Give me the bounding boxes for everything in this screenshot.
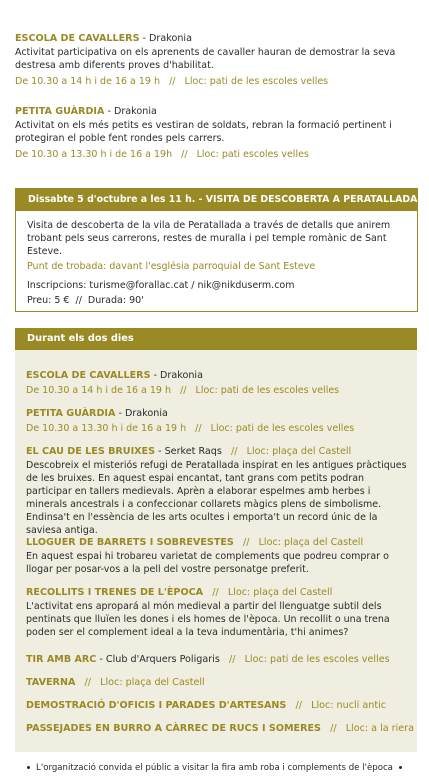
- activity-organizer: - Serket Raqs: [155, 446, 222, 457]
- activity-passejades-burro: [26, 722, 415, 735]
- activity-title: PETITA GUÀRDIA: [26, 408, 116, 419]
- bullet-icon: [27, 766, 30, 769]
- activity-organizer: - Drakonia: [104, 106, 157, 117]
- activity-description: L'activitat ens apropará al món medieval a partir del llenguatge subtil dels pentinats que lluïen les dones i els homes de l'època. Un recollit o una trena poden ser el complement ideal a la teva indumentària, t'hi animes?: [26, 601, 390, 638]
- visit-price: Preu: 5 € // Durada: 90': [27, 295, 144, 306]
- activity-recollits-trenes: [26, 586, 408, 639]
- activity-cau-bruixes: [26, 445, 408, 537]
- activity-schedule: De 10.30 a 14 h i de 16 a 19 h // Lloc: pati de les escoles velles: [15, 76, 329, 87]
- footer-text: L'organització convida el públic a visitar la fira amb roba i complements de l'època: [36, 763, 393, 773]
- activity-place: // Lloc: plaça del Castell: [221, 446, 352, 457]
- bullet-icon: [399, 766, 402, 769]
- visit-meeting-point: Punt de trobada: davant l'església parroquial de Sant Esteve: [27, 261, 316, 272]
- activity-description: Activitat on els més petits es vestiran de soldats, rebran la formació pertinent i protegiran el poble fent rondes pels carrers.: [15, 120, 392, 144]
- both-days-panel: [15, 328, 417, 752]
- activity-description: Descobreix el misteriós refugi de Peratallada inspirat en les antigues pràctiques de les bruixes. En aquest espai encantat, tant grans com petits podran participar en tallers medievals. Aprèn a elaborar espelmes amb herbes i minerals ancestrals i a confeccionar collarets màgics plens de simbolisme. Endinsa't en l'essència de les arts ocultes i emporta't un record únic de la saviesa antiga.: [26, 460, 407, 536]
- visit-box: [15, 188, 418, 312]
- activity-escola-cavallers: [15, 32, 420, 88]
- activity-petita-guardia: [15, 105, 420, 161]
- visit-description: Visita de descoberta de la vila de Peratallada a través de detalls que anirem trobant pels seus carrerons, restes de muralla i pel temple romànic de Sant Esteve.: [27, 220, 391, 257]
- activity-organizer: - Club d'Arquers Poligaris: [96, 654, 220, 665]
- activity-place: // Lloc: plaça del Castell: [75, 677, 205, 688]
- activity-organizer: - Drakonia: [139, 33, 192, 44]
- activity-organizer: - Drakonia: [150, 370, 203, 381]
- activity-title: ESCOLA DE CAVALLERS: [26, 370, 151, 381]
- activity-place: // Lloc: plaça del Castell: [203, 587, 333, 598]
- activity-lloguer-barrets: [26, 536, 408, 576]
- activity-place: // Lloc: plaça del Castell: [233, 537, 364, 548]
- activity-schedule: De 10.30 a 13.30 h i de 16 a 19h // Lloc: pati escoles velles: [15, 149, 309, 160]
- activity-description: En aquest espai hi trobareu varietat de complements que podreu comprar o llogar per posar-vos a la pell del vostre personatge preferit.: [26, 551, 389, 575]
- activity-title: TIR AMB ARC: [26, 654, 97, 665]
- activity-organizer: - Drakonia: [115, 408, 168, 419]
- activity-title: DEMOSTRACIÓ D'OFICIS I PARADES D'ARTESANS: [26, 700, 287, 711]
- activity-escola-cavallers: [26, 369, 408, 397]
- activity-title: LLOGUER DE BARRETS I SOBREVESTES: [26, 537, 234, 548]
- both-days-header: Durant els dos dies: [15, 328, 417, 350]
- activity-description: Activitat participativa on els aprenents de cavaller hauran de demostrar la seva destresa amb diferents proves d'habilitat.: [15, 47, 396, 71]
- visit-inscriptions: Inscripcions: turisme@forallac.cat / nik@nikduserm.com: [27, 280, 295, 291]
- activity-place: // Lloc: nucli antic: [286, 700, 387, 711]
- activity-place: // Lloc: a la riera: [320, 723, 415, 734]
- activity-place: // Lloc: pati de les escoles velles: [219, 654, 390, 665]
- activity-petita-guardia: [26, 407, 408, 435]
- activity-taverna: [26, 676, 408, 689]
- visit-header: Dissabte 5 d'octubre a les 11 h. - VISITA DE DESCOBERTA A PERATALLADA: [16, 189, 417, 211]
- activity-title: EL CAU DE LES BRUIXES: [26, 446, 156, 457]
- activity-demostracio-oficis: [26, 699, 408, 712]
- activity-tir-arc: [26, 653, 408, 666]
- activity-schedule: De 10.30 a 13.30 h i de 16 a 19 h // Lloc: pati de les escoles velles: [26, 423, 355, 434]
- activity-title: RECOLLITS I TRENES DE L'ÈPOCA: [26, 587, 204, 598]
- activity-title: PASSEJADES EN BURRO A CÀRREC DE RUCS I SOMERES: [26, 723, 321, 734]
- activity-title: ESCOLA DE CAVALLERS: [15, 33, 140, 44]
- footer-note: [0, 763, 429, 773]
- activity-title: PETITA GUÀRDIA: [15, 106, 105, 117]
- activity-title: TAVERNA: [26, 677, 76, 688]
- activity-schedule: De 10.30 a 14 h i de 16 a 19 h // Lloc: pati de les escoles velles: [26, 385, 340, 396]
